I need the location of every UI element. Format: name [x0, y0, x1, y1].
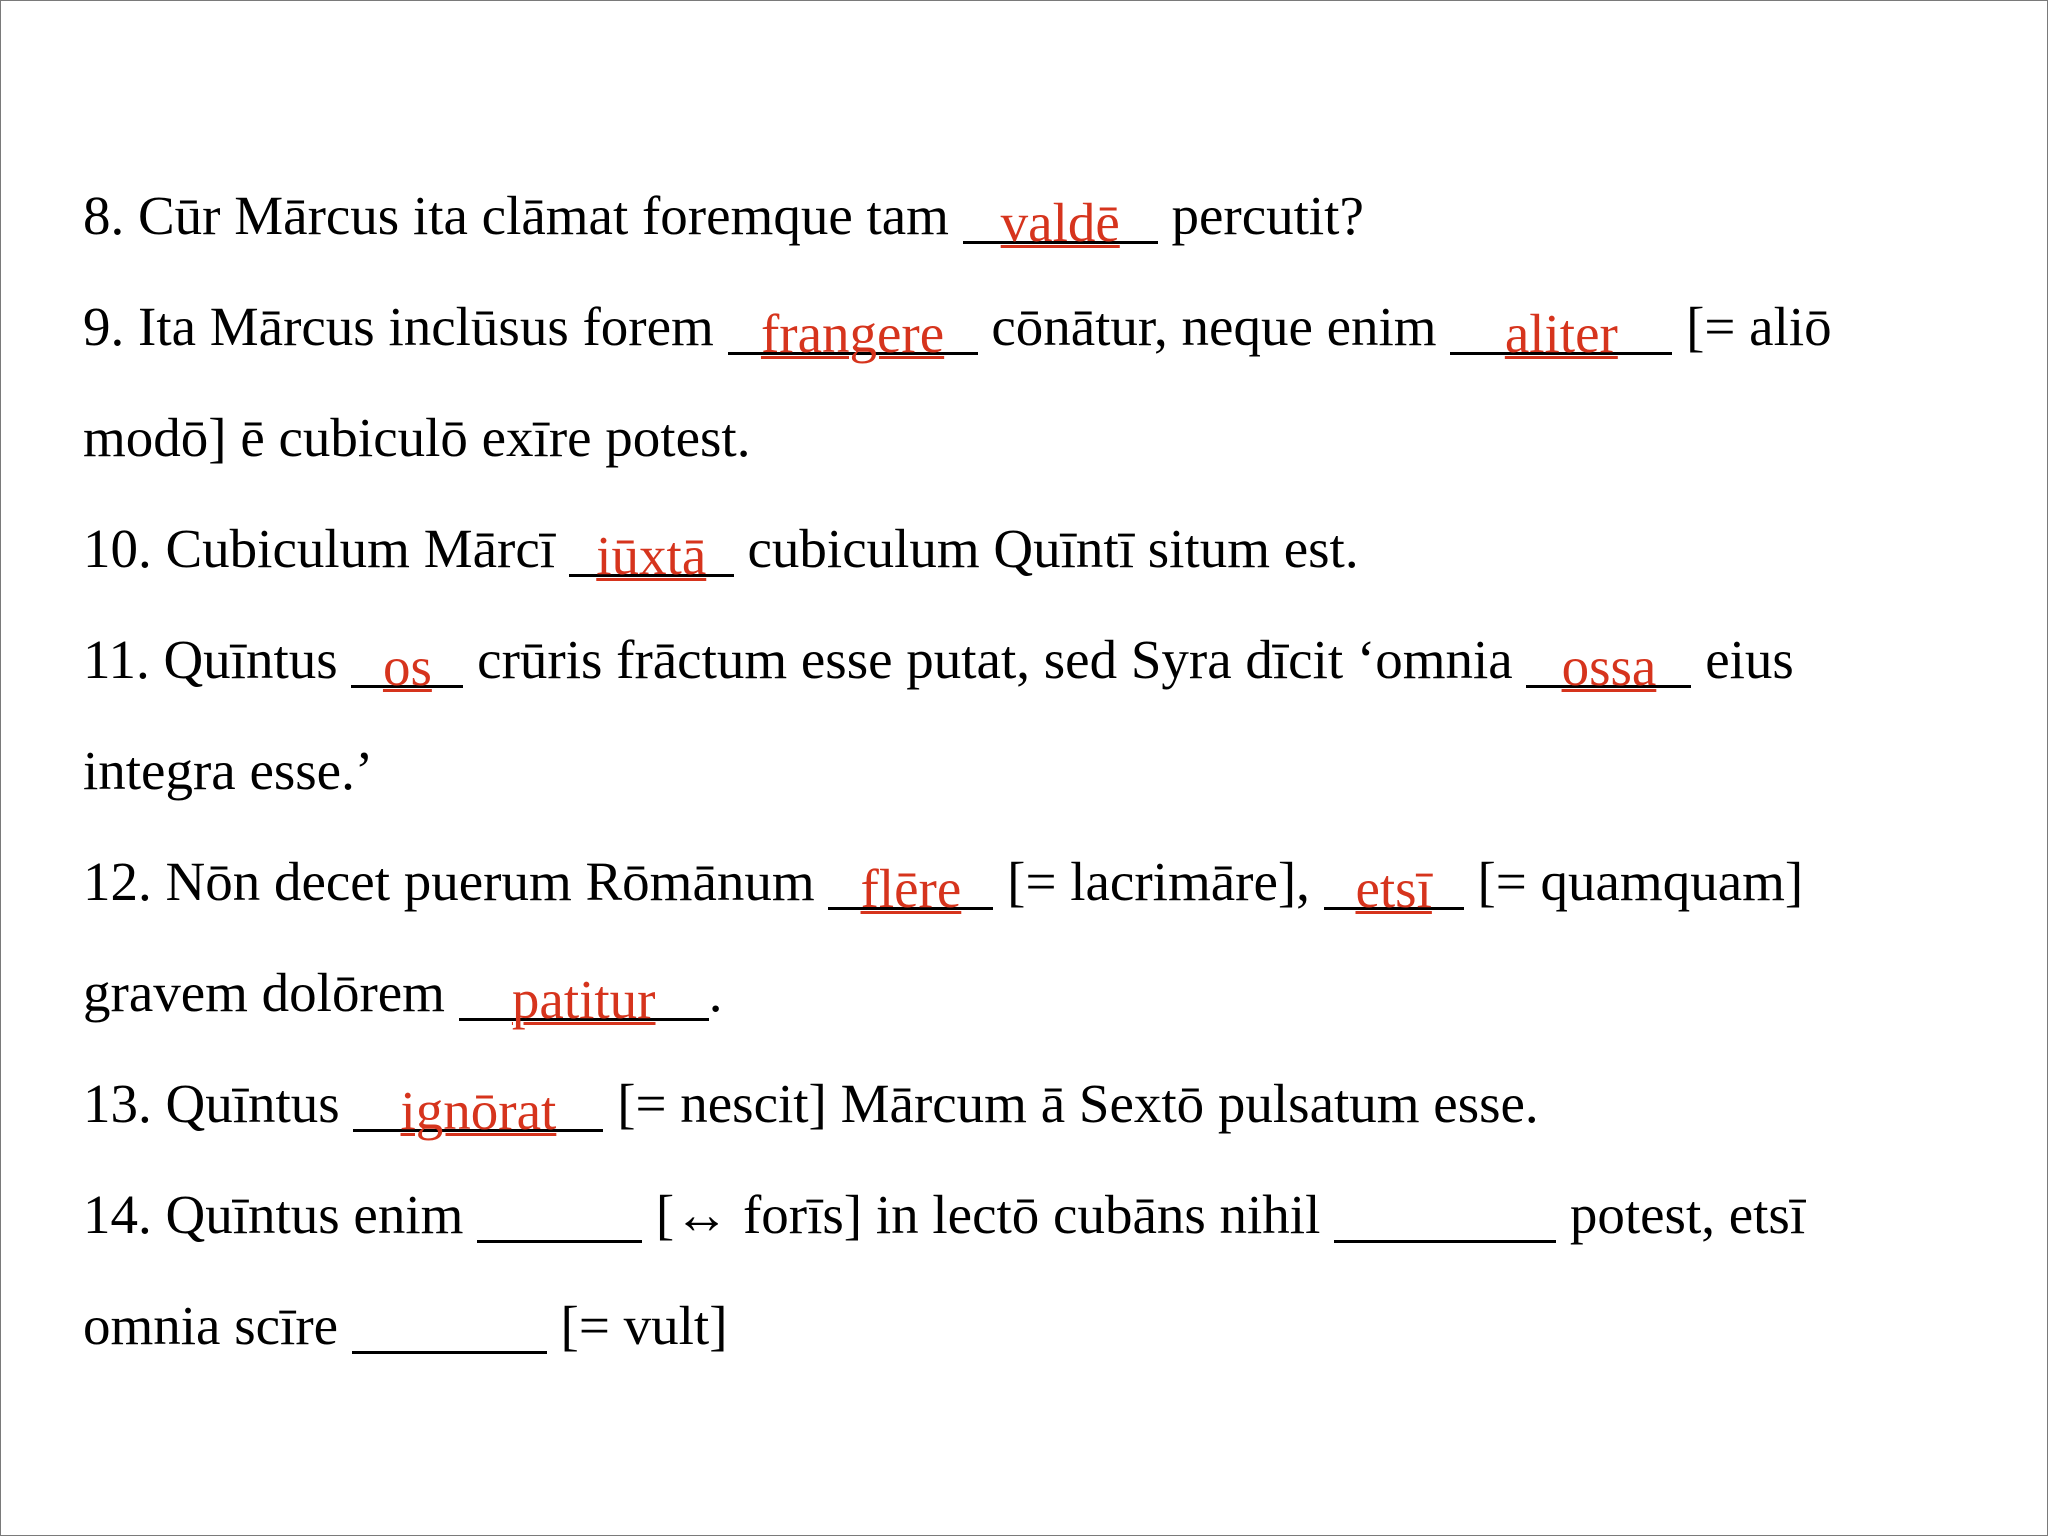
- exercise-line-q14a: [83, 1176, 1983, 1287]
- sentence-text: 14. Quīntus enim: [83, 1184, 478, 1245]
- sentence-text: crūris frāctum esse putat, sed Syra dīcit ‘omnia: [463, 629, 1527, 690]
- exercise-line-q12a: [83, 843, 1983, 954]
- sentence-text: cubiculum Quīntī situm est.: [733, 518, 1359, 579]
- filled-answer: etsī: [1355, 858, 1432, 919]
- filled-answer: aliter: [1504, 303, 1618, 364]
- sentence-text: modō] ē cubiculō exīre potest.: [83, 407, 751, 468]
- exercise-line-q12b: [83, 954, 1983, 1065]
- sentence-text: 11. Quīntus: [83, 629, 352, 690]
- sentence-text: [↔ forīs] in lectō cubāns nihil: [642, 1184, 1335, 1245]
- exercise-line-q13: [83, 1065, 1983, 1176]
- sentence-text: cōnātur, neque enim: [977, 296, 1451, 357]
- sentence-text: .: [708, 962, 723, 1023]
- sentence-text: [= lacrimāre],: [993, 851, 1324, 912]
- answer-blank[interactable]: [351, 621, 463, 697]
- sentence-text: 10. Cubiculum Mārcī: [83, 518, 569, 579]
- sentence-text: [= nescit] Mārcum ā Sextō pulsatum esse.: [603, 1073, 1539, 1134]
- filled-answer: frangere: [760, 303, 945, 364]
- sentence-text: gravem dolōrem: [83, 962, 459, 1023]
- sentence-text: omnia scīre: [83, 1295, 352, 1356]
- sentence-text: 12. Nōn decet puerum Rōmānum: [83, 851, 829, 912]
- filled-answer: os: [382, 636, 432, 697]
- answer-blank[interactable]: [1324, 843, 1464, 919]
- sentence-text: [= vult]: [546, 1295, 728, 1356]
- answer-blank[interactable]: [963, 177, 1158, 253]
- filled-answer: flēre: [860, 858, 962, 919]
- exercise-line-q10: [83, 510, 1983, 621]
- answer-blank[interactable]: [1526, 621, 1691, 697]
- sentence-text: 8. Cūr Mārcus ita clāmat foremque tam: [83, 185, 963, 246]
- answer-blank[interactable]: [1450, 288, 1672, 364]
- answer-blank[interactable]: [477, 1176, 642, 1243]
- filled-answer: ignōrat: [400, 1080, 557, 1141]
- exercise-line-q14b: [83, 1287, 1983, 1398]
- answer-blank[interactable]: [828, 843, 993, 919]
- filled-answer: iūxtā: [596, 525, 707, 586]
- sentence-text: 9. Ita Mārcus inclūsus forem: [83, 296, 728, 357]
- exercise-line-q9a: [83, 288, 1983, 399]
- sentence-text: potest, etsī: [1556, 1184, 1806, 1245]
- exercise-text: [83, 177, 1983, 1398]
- sentence-text: eius: [1691, 629, 1794, 690]
- filled-answer: valdē: [1000, 192, 1120, 253]
- sentence-text: [= quamquam]: [1463, 851, 1804, 912]
- answer-blank[interactable]: [569, 510, 734, 586]
- answer-blank[interactable]: [1334, 1176, 1556, 1243]
- exercise-line-q9b: [83, 399, 1983, 510]
- answer-blank[interactable]: [459, 954, 709, 1030]
- filled-answer: patitur: [511, 969, 656, 1030]
- answer-blank[interactable]: [352, 1287, 547, 1354]
- sentence-text: [= aliō: [1672, 296, 1832, 357]
- exercise-line-q11b: [83, 732, 1983, 843]
- sentence-text: percutit?: [1157, 185, 1364, 246]
- answer-blank[interactable]: [353, 1065, 603, 1141]
- answer-blank[interactable]: [728, 288, 978, 364]
- sentence-text: 13. Quīntus: [83, 1073, 354, 1134]
- exercise-line-q8a: [83, 177, 1983, 288]
- exercise-line-q11a: [83, 621, 1983, 732]
- filled-answer: ossa: [1561, 636, 1657, 697]
- sentence-text: integra esse.’: [83, 740, 374, 801]
